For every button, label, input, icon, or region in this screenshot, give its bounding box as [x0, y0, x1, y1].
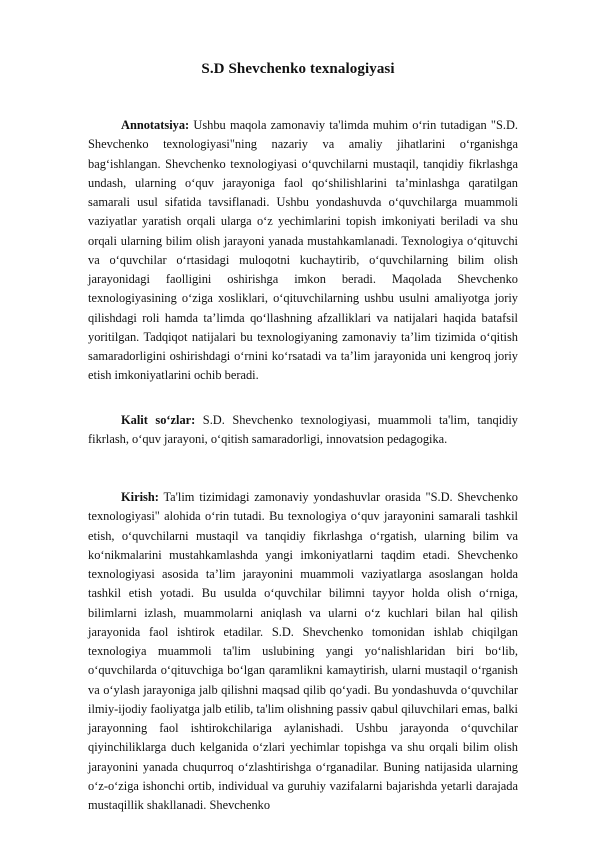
- introduction-label: Kirish:: [121, 490, 159, 504]
- introduction-text: Ta'lim tizimidagi zamonaviy yondashuvlar orasida "S.D. Shevchenko texnologiyasi" alohida o‘rin tutadi. Bu texnologiya o‘quv jarayonini samarali tashkil etish, o‘quvchilarni mustaqil va tanqidiy fikrlashga o‘rgatish, ularning bilim va ko‘nikmalarini mustahkamlashda yangi imkoniyatlarni taqdim etadi. Shevchenko texnologiyasi asosida ta’lim jarayonini muammoli vaziyatlarga asoslangan holda tashkil etish yotadi. Bu usulda o‘quvchilar bilimni tayyor holda olish o‘rniga, bilimlarni izlash, muammolarni aniqlash va ularni o‘z kuchlari bilan hal qilish jarayonida faol ishtirok etadilar. S.D. Shevchenko tomonidan ishlab chiqilgan texnologiya muammoli ta'lim uslubining yangi yo‘nalishlaridan biri bo‘lib, o‘quvchilarda o‘qituvchiga bo‘lgan qaramlikni kamaytirish, ularni mustaqil o‘rganish va o‘ylash jarayoniga jalb qilishni maqsad qilib qo‘yadi. Bu yondashuvda o‘quvchilar ilmiy-ijodiy faoliyatga jalb etilib, ta'lim olishning passiv qabul qiluvchilari emas, balki jarayonning faol ishtirokchilariga aylanishadi. Ushbu jarayonda o‘quvchilar qiyinchiliklarga duch kelganida o‘zlari yechimlar topishga va shu orqali bilim olish jarayonini yanada chuqurroq o‘zlashtirishga o‘rganadilar. Buning natijasida ularning o‘z-o‘ziga ishonchi ortib, individual va guruhiy vazifalarni bajarishda yetarli darajada mustaqillik shakllanadi. Shevchenko: [88, 490, 518, 812]
- abstract-label: Annotatsiya:: [121, 118, 190, 132]
- keywords-section: [88, 411, 518, 450]
- abstract-paragraph: [88, 116, 518, 386]
- page-title: S.D Shevchenko texnalogiyasi: [201, 61, 395, 77]
- keywords-paragraph: [88, 411, 518, 450]
- introduction-paragraph: [88, 488, 518, 815]
- abstract-section: [88, 116, 518, 386]
- abstract-text: Ushbu maqola zamonaviy ta'limda muhim o‘rin tutadigan "S.D. Shevchenko texnologiyasi"ning nazariy va amaliy jihatlarini o‘rganishga bag‘ishlangan. Shevchenko texnologiyasi o‘quvchilarni mustaqil, tanqidiy fikrlashga undash, ularning o‘quv jarayoniga faol qo‘shilishlarini ta’minlashga qaratilgan samarali usul sifatida tavsiflanadi. Ushbu yondashuvda o‘quvchilarga muammoli vaziyatlar yaratish orqali ularga o‘z yechimlarini topish imkoniyati beriladi va shu orqali ularning bilim olish jarayoni yanada mustahkamlanadi. Texnologiya o‘qituvchi va o‘quvchilar o‘rtasidagi muloqotni kuchaytirib, o‘quvchilarning bilim olish jarayonidagi faolligini oshirishga imkon beradi. Maqolada Shevchenko texnologiyasining o‘ziga xosliklari, o‘qituvchilarning ushbu usulni amaliyotga joriy qilishdagi roli hamda ta’limda qo‘llashning afzalliklari va natijalari haqida batafsil yoritilgan. Tadqiqot natijalari bu texnologiyaning zamonaviy ta’lim tizimida o‘qitish samaradorligini oshirishdagi o‘rnini ko‘rsatadi va ta’lim jarayonida uni kengroq joriy etish imkoniyatlarini ochib beradi.: [88, 118, 518, 383]
- introduction-section: [88, 488, 518, 815]
- keywords-text: S.D. Shevchenko texnologiyasi, muammoli ta'lim, tanqidiy fikrlash, o‘quv jarayoni, o‘qitish samaradorligi, innovatsion pedagogika.: [88, 413, 518, 447]
- keywords-label: Kalit so‘zlar:: [121, 413, 196, 427]
